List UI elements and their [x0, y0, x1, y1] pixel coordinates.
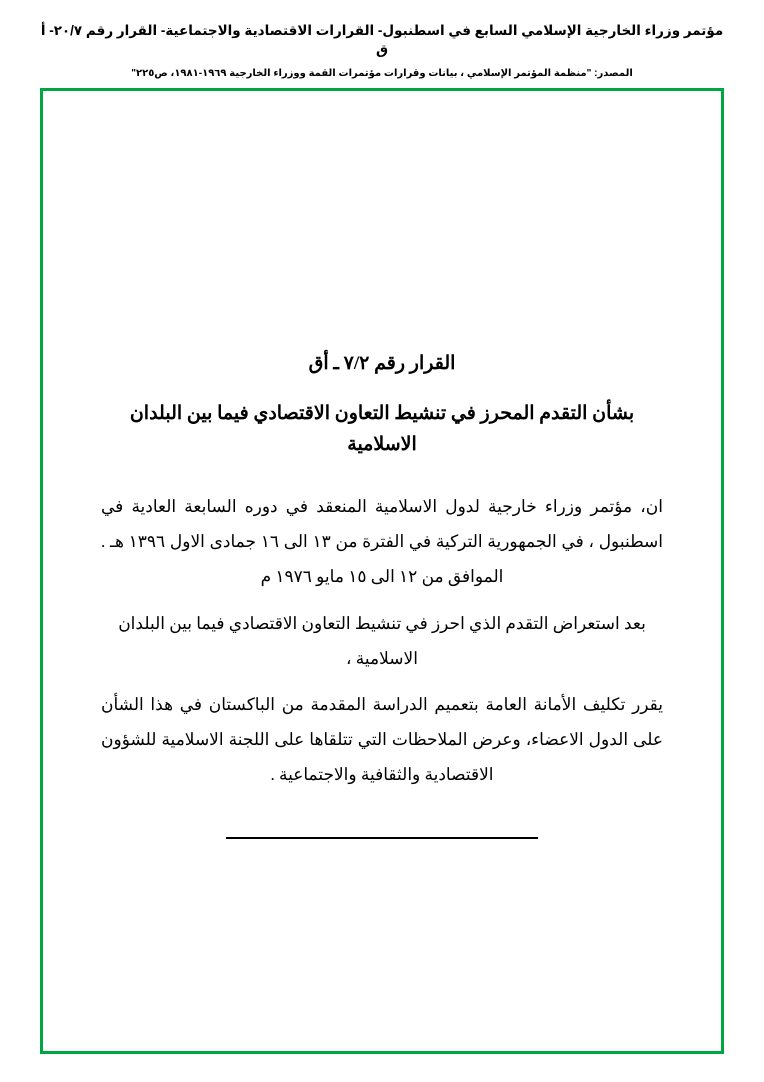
green-border-frame [40, 88, 724, 1054]
closing-rule-wrapper [101, 837, 663, 839]
resolution-paragraph-2: بعد استعراض التقدم الذي احرز في تنشيط التعاون الاقتصادي فيما بين البلدان الاسلامية ، [118, 613, 646, 668]
resolution-number: القرار رقم ٧/٢ ـ أق [308, 353, 456, 374]
header-source: المصدر: "منظمة المؤتمر الإسلامي ، بيانات وقرارات مؤتمرات القمة ووزراء الخارجية ١٩٦٩-١٩٨١، ص٢٢٥" [131, 67, 633, 79]
page-header [0, 0, 764, 81]
header-title: مؤتمر وزراء الخارجية الإسلامي السابع في اسطنبول- القرارات الاقتصادية والاجتماعية- القرار رقم ٢٠/٧- أ ق [40, 23, 724, 57]
resolution-subject: بشأن التقدم المحرز في تنشيط التعاون الاقتصادي فيما بين البلدان الاسلامية [129, 403, 635, 455]
resolution-body [43, 349, 721, 839]
resolution-paragraph-3: يقرر تكليف الأمانة العامة بتعميم الدراسة المقدمة من الباكستان في هذا الشأن على الدول الاعضاء، وعرض الملاحظات التي تتلقاها على اللجنة الاسلامية للشؤون الاقتصادية والثقافية والاجتماعية . [101, 695, 663, 785]
resolution-paragraph-1: ان، مؤتمر وزراء خارجية لدول الاسلامية المنعقد في دوره السابعة العادية في اسطنبول ، في الجمهورية التركية في الفترة من ١٣ الى ١٦ جمادى الاول ١٣٩٦ هـ . الموافق من ١٢ الى ١٥ مايو ١٩٧٦ م [101, 497, 664, 586]
closing-rule [226, 837, 538, 839]
frame-inner [43, 91, 721, 1051]
